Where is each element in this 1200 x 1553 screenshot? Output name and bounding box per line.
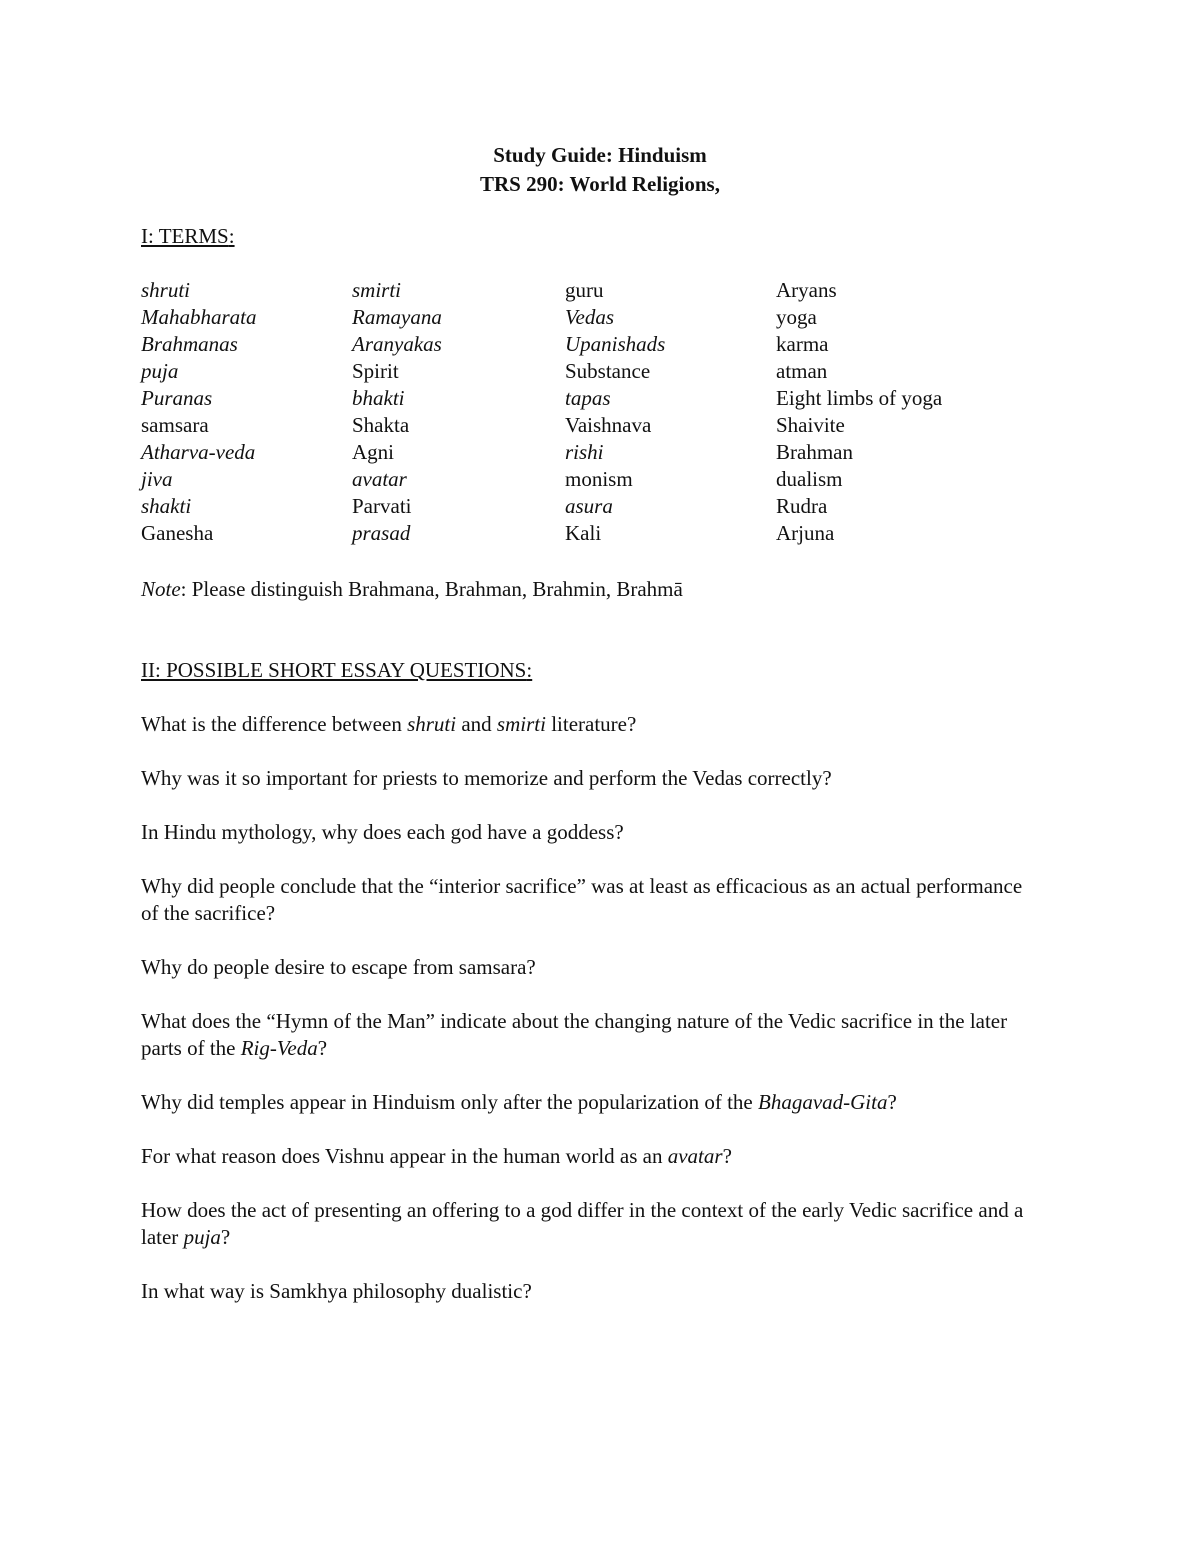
term-item: karma (776, 332, 829, 356)
essay-heading-colon: : (526, 658, 533, 682)
term-item: tapas (565, 386, 611, 410)
term-item: Ganesha (141, 521, 214, 545)
term-item: samsara (141, 413, 209, 437)
essay-question (141, 1197, 1041, 1251)
term-item: Mahabharata (141, 305, 257, 329)
essay-heading (141, 657, 532, 684)
question-italic-term: shruti (407, 712, 457, 736)
term-item: Ramayana (352, 305, 442, 329)
question-text: and (456, 712, 497, 736)
question-text: ? (722, 1144, 732, 1168)
term-item: Aranyakas (352, 332, 442, 356)
term-item: Eight limbs of yoga (776, 386, 943, 410)
term-item: shakti (141, 494, 192, 518)
note-text: : Please distinguish Brahmana, Brahman, Brahmin, Brahmā (180, 577, 683, 601)
term-item: Aryans (776, 278, 837, 302)
question-text: ? (220, 1225, 231, 1249)
term-item: dualism (776, 467, 843, 491)
terms-grid (141, 277, 1026, 547)
question-italic-term: Bhagavad-Gita (758, 1090, 888, 1114)
term-item: Parvati (352, 494, 412, 518)
question-text: Why was it so important for priests to memorize and perform the Vedas correctly? (141, 766, 832, 790)
term-item: smirti (352, 278, 402, 302)
question-text: What does the “Hymn of the Man” indicate about the changing nature of the Vedic sacrifice in the later parts of the (141, 1009, 1008, 1060)
question-italic-term: smirti (496, 712, 546, 736)
term-item: rishi (565, 440, 604, 464)
note-label: Note (141, 577, 181, 601)
term-item: Puranas (141, 386, 213, 410)
terms-heading-colon: : (228, 224, 235, 248)
term-item: atman (776, 359, 828, 383)
document-title: Study Guide: Hinduism (493, 143, 707, 167)
title-block (0, 141, 1200, 199)
term-item: guru (565, 278, 604, 302)
term-item: Shakta (352, 413, 410, 437)
essay-question (141, 765, 1041, 792)
term-item: yoga (776, 305, 817, 329)
question-text: Why did people conclude that the “interior sacrifice” was at least as efficacious as an actual performance of the sacrifice? (141, 874, 1023, 925)
term-item: Brahmanas (141, 332, 238, 356)
document-subtitle: TRS 290: World Religions, (480, 172, 720, 196)
term-item: Vedas (565, 305, 614, 329)
terms-heading (141, 223, 235, 250)
term-item: jiva (141, 467, 173, 491)
essay-question (141, 954, 1041, 981)
essay-question (141, 873, 1041, 927)
term-item: bhakti (352, 386, 405, 410)
term-item: Vaishnava (565, 413, 652, 437)
terms-heading-text: I: TERMS (141, 224, 229, 248)
question-italic-term: avatar (667, 1144, 723, 1168)
essay-heading-text: II: POSSIBLE SHORT ESSAY QUESTIONS (141, 658, 527, 682)
question-text: For what reason does Vishnu appear in the human world as an (141, 1144, 668, 1168)
question-italic-term: Rig-Veda (240, 1036, 318, 1060)
term-item: asura (565, 494, 613, 518)
term-item: Arjuna (776, 521, 835, 545)
question-italic-term: puja (183, 1225, 221, 1249)
essay-question (141, 1008, 1041, 1062)
term-item: monism (565, 467, 633, 491)
question-text: What is the difference between (141, 712, 408, 736)
note (141, 576, 683, 603)
term-item: Shaivite (776, 413, 845, 437)
term-item: avatar (352, 467, 407, 491)
essay-question (141, 711, 1041, 738)
question-text: How does the act of presenting an offering to a god differ in the context of the early Vedic sacrifice and a later (141, 1198, 1024, 1249)
term-item: prasad (352, 521, 411, 545)
question-text: ? (317, 1036, 328, 1060)
essay-question (141, 819, 1041, 846)
term-item: Upanishads (565, 332, 666, 356)
term-item: puja (141, 359, 179, 383)
question-text: Why did temples appear in Hinduism only after the popularization of the (141, 1090, 758, 1114)
term-item: Atharva-veda (141, 440, 256, 464)
term-item: Spirit (352, 359, 399, 383)
term-item: Agni (352, 440, 394, 464)
term-item: Rudra (776, 494, 828, 518)
term-item: Substance (565, 359, 651, 383)
question-text: In Hindu mythology, why does each god have a goddess? (141, 820, 624, 844)
question-text: In what way is Samkhya philosophy dualistic? (141, 1279, 532, 1303)
question-text: ? (887, 1090, 897, 1114)
essay-question (141, 1143, 1041, 1170)
term-item: Kali (565, 521, 602, 545)
term-item: Brahman (776, 440, 853, 464)
essay-question (141, 1089, 1041, 1116)
term-item: shruti (141, 278, 191, 302)
essay-question (141, 1278, 1041, 1305)
question-text: Why do people desire to escape from samsara? (141, 955, 536, 979)
question-text: literature? (545, 712, 637, 736)
